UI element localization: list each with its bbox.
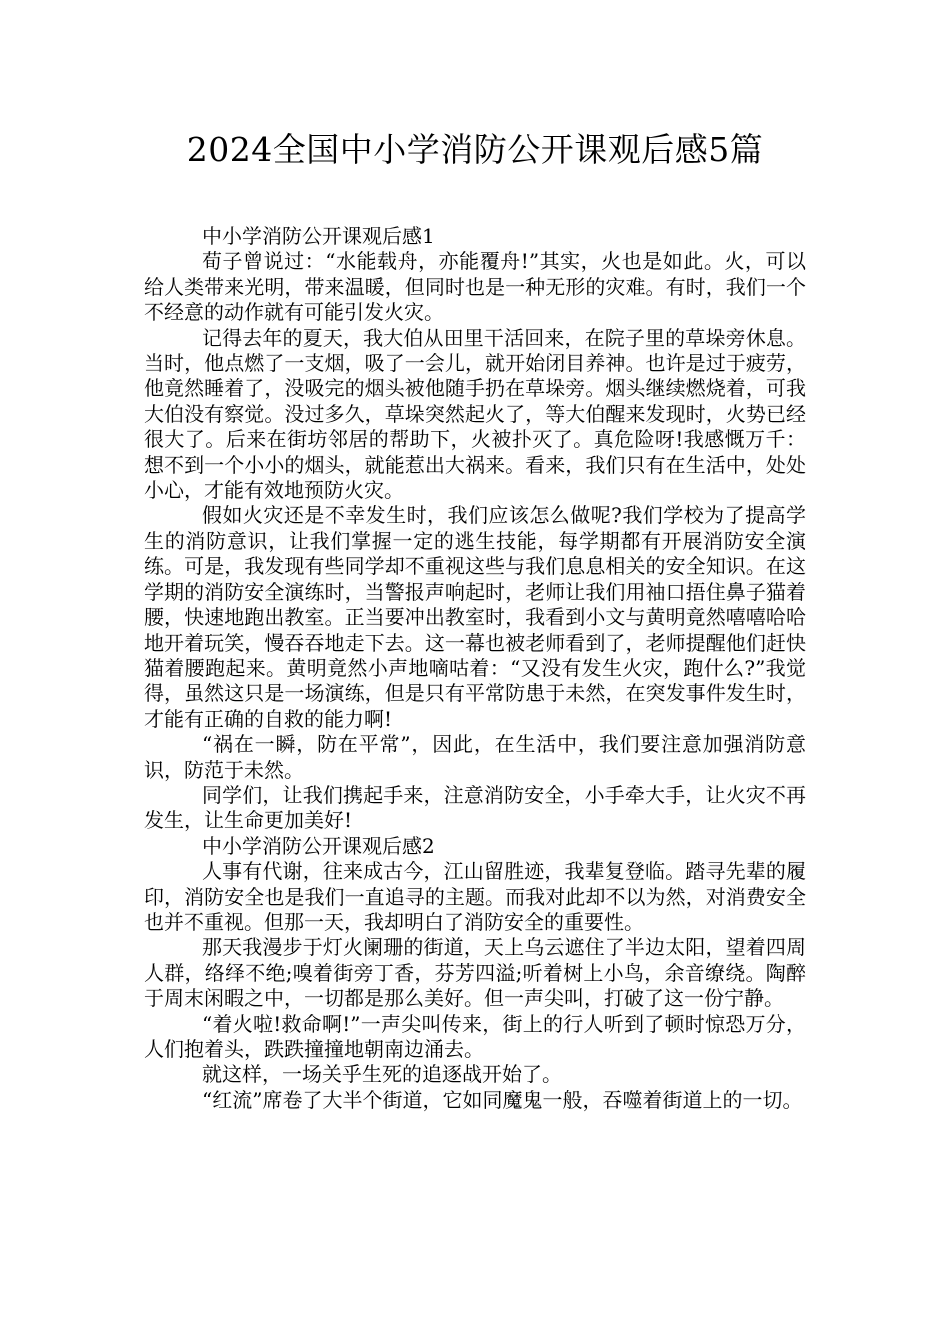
paragraph: 假如火灾还是不幸发生时，我们应该怎么做呢?我们学校为了提高学生的消防意识，让我们掌握一定的逃生技能，每学期都有开展消防安全演练。可是，我发现有些同学却不重视这些与我们息息相关的安全知识。在这学期的消防安全演练时，当警报声响起时，老师让我们用袖口捂住鼻子猫着腰，快速地跑出教室。正当要冲出教室时，我看到小文与黄明竟然嘻嘻哈哈地开着玩笑，慢吞吞地走下去。这一幕也被老师看到了，老师提醒他们赶快猫着腰跑起来。黄明竟然小声地嘀咕着：“又没有发生火灾，跑什么?”我觉得，虽然这只是一场演练，但是只有平常防患于未然，在突发事件发生时，才能有正确的自救的能力啊! bbox=[144, 503, 806, 731]
section-heading: 中小学消防公开课观后感2 bbox=[202, 833, 435, 858]
document-title: 2024全国中小学消防公开课观后感5篇 bbox=[186, 130, 764, 169]
paragraph: 荀子曾说过：“水能载舟，亦能覆舟!”其实，火也是如此。火，可以给人类带来光明，带来温暖，但同时也是一种无形的灾难。有时，我们一个不经意的动作就有可能引发火灾。 bbox=[144, 249, 806, 325]
paragraph: 就这样，一场关乎生死的追逐战开始了。 bbox=[202, 1062, 562, 1087]
paragraph: 同学们，让我们携起手来，注意消防安全，小手牵大手，让火灾不再发生，让生命更加美好! bbox=[144, 782, 806, 833]
paragraph: 记得去年的夏天，我大伯从田里干活回来，在院子里的草垛旁休息。当时，他点燃了一支烟，吸了一会儿，就开始闭目养神。也许是过于疲劳，他竟然睡着了，没吸完的烟头被他随手扔在草垛旁。烟头继续燃烧着，可我大伯没有察觉。没过多久，草垛突然起火了，等大伯醒来发现时，火势已经很大了。后来在街坊邻居的帮助下，火被扑灭了。真危险呀!我感慨万千：想不到一个小小的烟头，就能惹出大祸来。看来，我们只有在生活中，处处小心，才能有效地预防火灾。 bbox=[144, 325, 806, 503]
section-heading: 中小学消防公开课观后感1 bbox=[202, 224, 435, 248]
paragraph: “着火啦!救命啊!”一声尖叫传来，街上的行人听到了顿时惊恐万分，人们抱着头，跌跌撞撞地朝南边涌去。 bbox=[144, 1011, 806, 1061]
paragraph: 人事有代谢，往来成古今，江山留胜迹，我辈复登临。踏寻先辈的履印，消防安全也是我们一直追寻的主题。而我对此却不以为然，对消费安全也并不重视。但那一天，我却明白了消防安全的重要性。 bbox=[144, 859, 806, 934]
paragraph: 那天我漫步于灯火阑珊的街道，天上乌云遮住了半边太阳，望着四周人群，络绎不绝;嗅着街旁丁香，芬芳四溢;听着树上小鸟，余音缭绕。陶醉于周末闲暇之中，一切都是那么美好。但一声尖叫，打破了这一份宁静。 bbox=[144, 935, 806, 1011]
paragraph: “祸在一瞬，防在平常”，因此，在生活中，我们要注意加强消防意识，防范于未然。 bbox=[144, 732, 806, 782]
document-body bbox=[144, 224, 806, 1113]
paragraph: “红流”席卷了大半个街道，它如同魔鬼一般，吞噬着街道上的一切。 bbox=[202, 1087, 803, 1112]
